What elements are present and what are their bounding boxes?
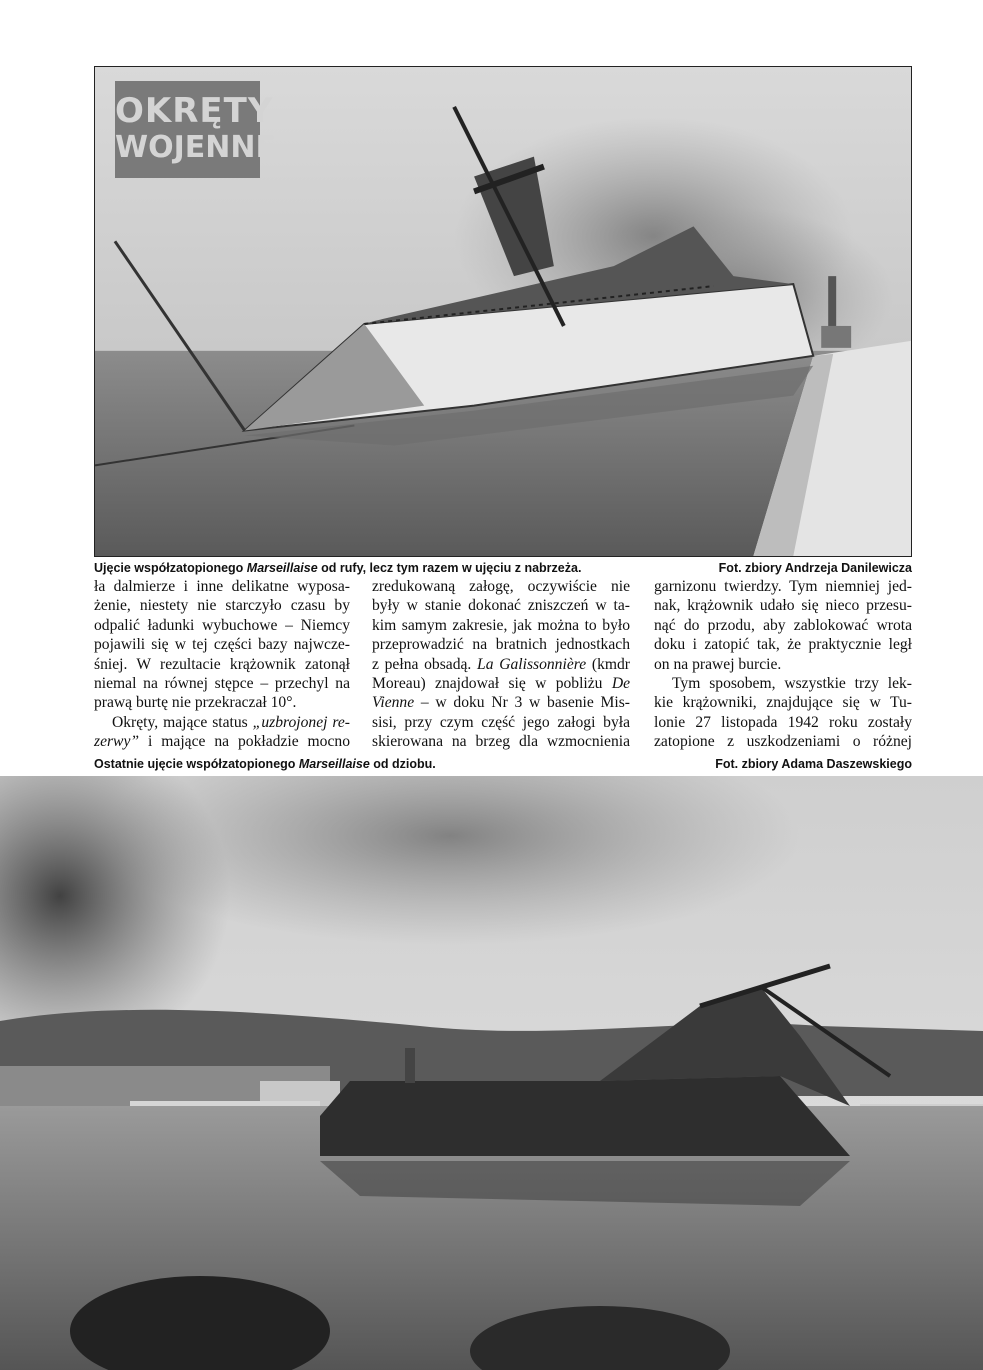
top-photo-credit: Fot. zbiory Andrzeja Danilewicza	[718, 561, 912, 575]
text-line	[372, 693, 630, 712]
magazine-logo	[115, 81, 276, 178]
text-column-2	[372, 577, 630, 752]
text-line: nak, krążownik udało się nieco przesu-	[654, 597, 912, 615]
text-line: doku i zatopić tak, że praktycznie legł	[654, 636, 912, 654]
text-line: nąć do przodu, aby zablokować wrota	[654, 616, 912, 634]
text-line	[94, 732, 350, 751]
bottom-photo	[0, 776, 983, 1370]
text-line: skierowana na brzeg dla wzmocnienia	[372, 733, 630, 751]
caption-text: od rufy, lecz tym razem w ujęciu z nabrzeża.	[317, 561, 582, 575]
text-line: śniej. W rezultacie krążownik zatonął	[94, 655, 350, 673]
bottom-photo-image	[0, 776, 983, 1370]
text-fragment: Moreau) znajdował się w pobliżu	[372, 675, 612, 693]
text-line	[94, 713, 350, 732]
text-fragment: z pełna obsadą.	[372, 655, 472, 673]
text-fragment: – w doku Nr 3 w basenie Mis-	[414, 694, 630, 712]
text-column-3	[654, 577, 912, 752]
text-line: ła dalmierze i inne delikatne wyposa-	[94, 578, 350, 595]
text-line: sisi, przy czym część jego załogi była	[372, 713, 630, 731]
text-line: Tym sposobem, wszystkie trzy lek-	[672, 675, 912, 693]
text-line: garnizonu twierdzy. Tym niemniej jed-	[654, 578, 912, 595]
bottom-photo-caption	[94, 757, 436, 771]
text-line	[372, 674, 630, 693]
text-line: zatopione z uszkodzeniami o różnej	[654, 733, 912, 751]
text-fragment-italic: zerwy”	[94, 733, 140, 751]
text-fragment-italic: De	[611, 675, 630, 693]
caption-ship-name: Marseillaise	[246, 561, 318, 575]
text-fragment: Okręty, mające status	[112, 713, 253, 731]
logo-line-1: OKRĘTY	[115, 91, 274, 131]
text-fragment: (kmdr	[586, 655, 630, 673]
text-line: kim samym zakresie, jak można to było	[372, 616, 630, 634]
text-line: przeprowadzić na bratnich jednostkach	[372, 636, 630, 654]
text-fragment-italic: „uzbrojonej re-	[252, 713, 350, 731]
text-line: pojawili się w tej części bazy najwcze-	[94, 636, 350, 654]
text-column-1	[94, 577, 350, 752]
caption-text: Ostatnie ujęcie współzatopionego	[94, 757, 299, 771]
text-line: były w stanie dokonać zniszczeń w ta-	[372, 597, 630, 615]
text-fragment-italic: La Galissonnière	[477, 655, 587, 673]
text-line: lonie 27 listopada 1942 roku zostały	[654, 713, 912, 731]
text-line: kie krążowniki, znajdujące się w Tu-	[654, 694, 912, 712]
caption-text: Ujęcie współzatopionego	[94, 561, 247, 575]
bottom-photo-credit: Fot. zbiory Adama Daszewskiego	[715, 757, 912, 771]
text-line: zredukowaną załogę, oczywiście nie	[372, 578, 630, 595]
text-fragment-italic: Vienne	[372, 694, 415, 712]
text-line	[372, 655, 630, 674]
text-line: odpalić ładunki wybuchowe – Niemcy	[94, 616, 350, 634]
text-line: żenie, niestety nie starczyło czasu by	[94, 597, 350, 615]
caption-ship-name: Marseillaise	[298, 757, 370, 771]
caption-text: od dziobu.	[369, 757, 436, 771]
text-fragment: i mające na pokładzie mocno	[139, 733, 350, 751]
top-photo-caption	[94, 561, 581, 575]
logo-line-2: WOJENNE	[115, 130, 276, 165]
text-line: niemal na równej stępce – przechyl na	[94, 675, 350, 693]
text-line: on na prawej burcie.	[654, 655, 782, 673]
text-line: prawą burtę nie przekraczał 10°.	[94, 694, 297, 712]
